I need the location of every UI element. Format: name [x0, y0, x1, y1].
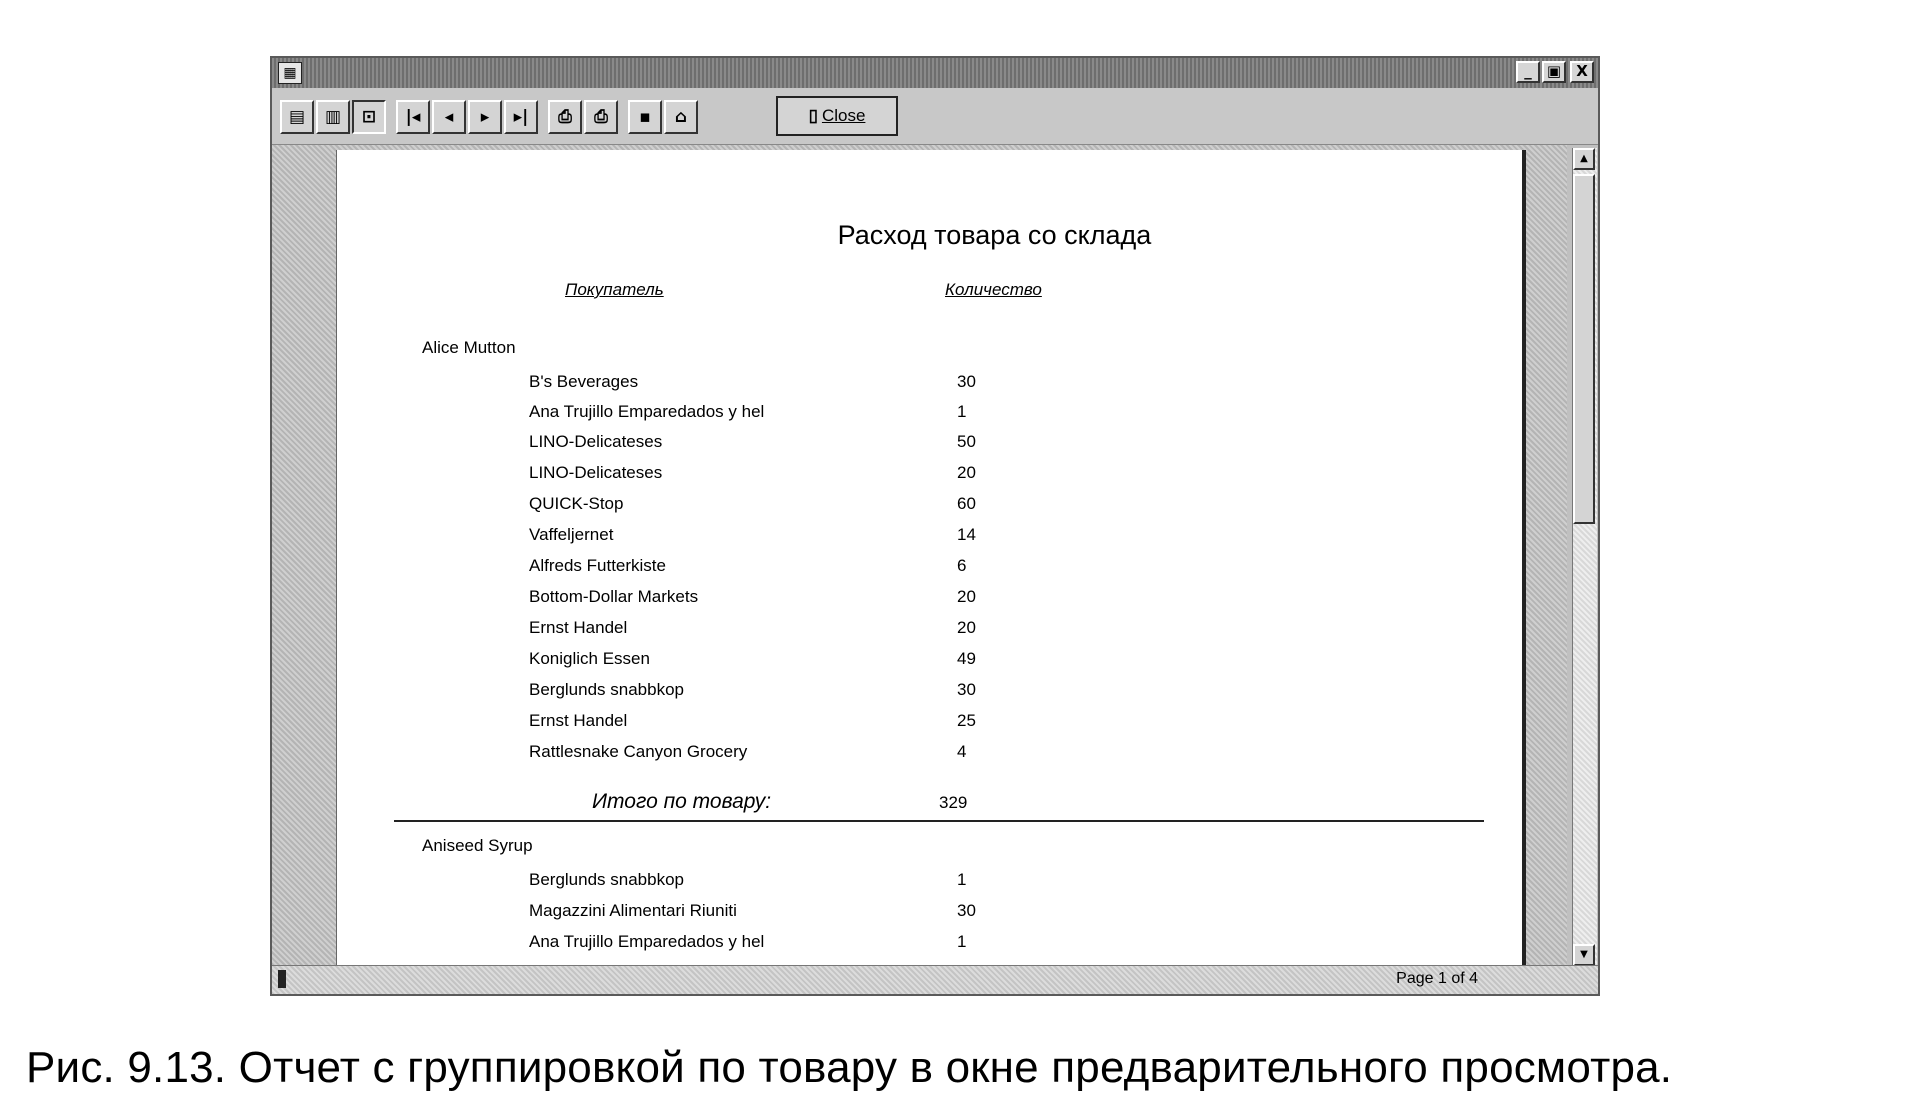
row-customer: Vaffeljernet — [529, 525, 614, 544]
row-customer: Berglunds snabbkop — [529, 680, 685, 699]
printer-icon: ⎙ — [594, 107, 608, 127]
row-quantity: 1 — [957, 932, 967, 951]
group-separator-line — [394, 820, 1484, 822]
row-quantity: 30 — [957, 901, 976, 920]
close-button[interactable] — [776, 96, 898, 136]
row-customer: QUICK-Stop — [529, 494, 624, 513]
last-page-button[interactable] — [504, 100, 538, 134]
row-customer: Magazzini Alimentari Riuniti — [529, 901, 737, 920]
row-customer: Berglunds snabbkop — [529, 870, 685, 889]
title-bar[interactable] — [272, 58, 1598, 88]
report-title: Расход товара со склада — [837, 220, 1152, 250]
row-customer: Rattlesnake Canyon Grocery — [529, 742, 748, 761]
toolbar — [272, 88, 1598, 145]
row-quantity: 30 — [957, 372, 976, 391]
whole-page-button[interactable] — [280, 100, 314, 134]
row-quantity: 49 — [957, 649, 976, 668]
first-page-button[interactable] — [396, 100, 430, 134]
page-width-icon: ▥ — [324, 107, 342, 127]
row-quantity: 25 — [957, 711, 976, 730]
row-quantity: 6 — [957, 556, 967, 575]
row-quantity: 1 — [957, 402, 967, 421]
status-bar — [272, 965, 1598, 994]
preview-window — [270, 56, 1600, 996]
report-page — [336, 150, 1526, 966]
row-customer: Ernst Handel — [529, 618, 628, 637]
column-header-customer: Покупатель — [565, 280, 664, 299]
next-page-button[interactable] — [468, 100, 502, 134]
column-header-quantity: Количество — [945, 280, 1042, 299]
open-button[interactable] — [664, 100, 698, 134]
print-button[interactable] — [584, 100, 618, 134]
floppy-disk-icon: ▪ — [639, 107, 651, 127]
arrow-down-icon: ▼ — [1580, 949, 1588, 960]
save-button[interactable] — [628, 100, 662, 134]
close-label: Close — [821, 106, 866, 125]
row-quantity: 4 — [957, 742, 967, 761]
row-quantity: 20 — [957, 587, 976, 606]
status-indicator — [278, 970, 286, 988]
zoom-icon: ⊡ — [361, 107, 377, 127]
scroll-down-button[interactable] — [1573, 944, 1595, 966]
report-app-icon[interactable]: ▦ — [278, 62, 302, 84]
row-quantity: 1 — [957, 870, 967, 889]
row-quantity: 50 — [957, 432, 976, 451]
row-customer: LINO-Delicateses — [529, 432, 663, 451]
group-total-label: Итого по товару: — [592, 790, 772, 813]
row-customer: Bottom-Dollar Markets — [529, 587, 699, 606]
close-icon: X — [1576, 62, 1588, 80]
arrow-up-icon: ▲ — [1580, 153, 1588, 164]
prev-page-icon: ◂ — [444, 107, 454, 127]
row-quantity: 60 — [957, 494, 976, 513]
scroll-up-button[interactable] — [1573, 148, 1595, 170]
page-width-button[interactable] — [316, 100, 350, 134]
group-header: Alice Mutton — [422, 338, 516, 357]
row-customer: Ana Trujillo Emparedados y hel — [529, 402, 765, 421]
prev-page-button[interactable] — [432, 100, 466, 134]
next-page-icon: ▸ — [480, 107, 490, 127]
minimize-button[interactable] — [1516, 61, 1540, 83]
open-folder-icon: ⌂ — [674, 107, 688, 127]
restore-button[interactable] — [1542, 61, 1566, 83]
page-indicator: Page 1 of 4 — [1396, 970, 1478, 987]
print-setup-button[interactable] — [548, 100, 582, 134]
row-quantity: 20 — [957, 618, 976, 637]
row-customer: Koniglich Essen — [529, 649, 650, 668]
row-quantity: 20 — [957, 463, 976, 482]
row-quantity: 30 — [957, 680, 976, 699]
last-page-icon: ▸| — [513, 107, 529, 127]
row-customer: Ana Trujillo Emparedados y hel — [529, 932, 765, 951]
vertical-scrollbar[interactable] — [1572, 148, 1597, 966]
first-page-icon: |◂ — [405, 107, 421, 127]
row-customer: Ernst Handel — [529, 711, 628, 730]
restore-icon: ▣ — [1546, 62, 1562, 80]
door-icon: ▯ — [808, 106, 818, 125]
row-customer: B's Beverages — [529, 372, 639, 391]
minimize-icon: _ — [1524, 62, 1532, 80]
group-total-value: 329 — [939, 793, 968, 812]
row-quantity: 14 — [957, 525, 976, 544]
zoom-100-button[interactable] — [352, 100, 386, 134]
row-customer: LINO-Delicateses — [529, 463, 663, 482]
whole-page-icon: ▤ — [288, 107, 306, 127]
row-customer: Alfreds Futterkiste — [529, 556, 666, 575]
scroll-thumb[interactable] — [1573, 174, 1595, 524]
group-header: Aniseed Syrup — [422, 836, 533, 855]
printer-setup-icon: ⎙ — [558, 107, 572, 127]
figure-caption: Рис. 9.13. Отчет с группировкой по товару в окне предварительного просмотра. — [26, 1043, 1673, 1092]
close-window-button[interactable] — [1570, 61, 1594, 83]
